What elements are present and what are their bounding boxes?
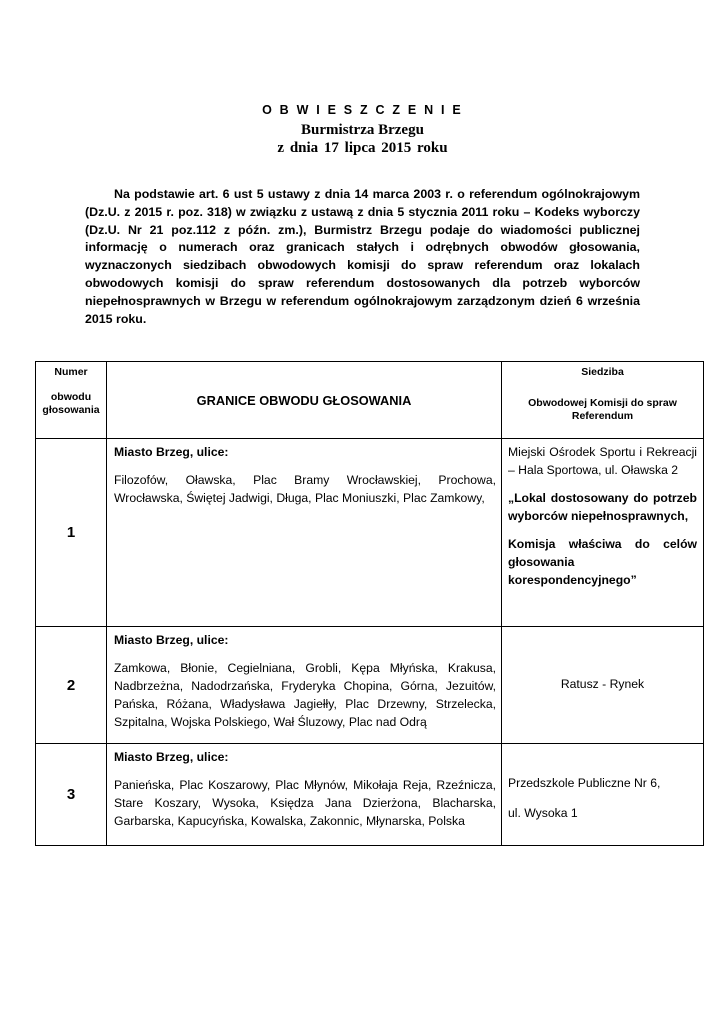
district-label: Miasto Brzeg, ulice: bbox=[114, 445, 229, 459]
seat-name: Ratusz - Rynek bbox=[560, 677, 645, 691]
postal-voting-note: Komisja właściwa do celów głosowania korespondencyjnego” bbox=[508, 537, 697, 587]
table-row bbox=[36, 744, 704, 846]
accessible-note: „Lokal dostosowany do potrzeb wyborców niepełnosprawnych, bbox=[508, 491, 697, 523]
district-boundaries bbox=[107, 439, 502, 627]
district-seat bbox=[502, 744, 704, 846]
seat-name: Przedszkole Publiczne Nr 6, bbox=[508, 776, 661, 790]
notice-date: z dnia 17 lipca 2015 roku bbox=[277, 140, 448, 156]
district-streets: Filozofów, Oławska, Plac Bramy Wrocławskiej, Prochowa, Wrocławska, Świętej Jadwigi, Długa, Plac Moniuszki, Plac Zamkowy, bbox=[114, 473, 496, 505]
table-header-row bbox=[36, 362, 704, 439]
table-row bbox=[36, 627, 704, 744]
district-streets: Zamkowa, Błonie, Cegielniana, Grobli, Kępa Młyńska, Krakusa, Nadbrzeżna, Nadodrzańska, Fryderyka Chopina, Górna, Jezuitów, Pańska, Różana, Władysława Jagiełły, Plac Drzewny, Strzelecka, Szpitalna, Wojska Polskiego, Wał Śluzowy, Plac nad Odrą bbox=[114, 661, 496, 729]
district-seat bbox=[502, 439, 704, 627]
district-number: 3 bbox=[36, 744, 107, 846]
district-seat bbox=[502, 627, 704, 744]
district-boundaries bbox=[107, 744, 502, 846]
header-obwodu: obwodu bbox=[50, 391, 92, 403]
seat-address: ul. Wysoka 1 bbox=[508, 806, 578, 820]
header-glosowania: głosowania bbox=[42, 404, 100, 416]
header-siedziba: Siedziba bbox=[581, 366, 624, 378]
district-streets: Panieńska, Plac Koszarowy, Plac Młynów, Mikołaja Reja, Rzeźnicza, Stare Koszary, Wysoka, Księdza Jana Dzierżona, Blacharska, Garbarska, Kapucyńska, Kowalska, Zakonnic, Młynarska, Polska bbox=[114, 778, 496, 828]
voting-districts-table bbox=[35, 361, 704, 846]
district-boundaries bbox=[107, 627, 502, 744]
district-number: 2 bbox=[36, 627, 107, 744]
seat-name: Miejski Ośrodek Sportu i Rekreacji – Hala Sportowa, ul. Oławska 2 bbox=[508, 445, 697, 477]
header-district-number bbox=[36, 362, 107, 439]
table-row bbox=[36, 439, 704, 627]
header-boundaries: GRANICE OBWODU GŁOSOWANIA bbox=[107, 362, 502, 439]
header-seat bbox=[502, 362, 704, 439]
header-numer: Numer bbox=[54, 366, 88, 378]
district-label: Miasto Brzeg, ulice: bbox=[114, 633, 229, 647]
notice-title: O B W I E S Z C Z E N I E bbox=[262, 103, 463, 117]
district-number: 1 bbox=[36, 439, 107, 627]
header-komisja: Obwodowej Komisji do spraw Referendum bbox=[528, 397, 677, 422]
district-label: Miasto Brzeg, ulice: bbox=[114, 750, 229, 764]
intro-paragraph: Na podstawie art. 6 ust 5 ustawy z dnia 14 marca 2003 r. o referendum ogólnokrajowym (Dz.U. z 2015 r. poz. 318) w związku z ustawą z dnia 5 stycznia 2011 roku – Kodeks wyborczy (Dz.U. Nr 21 poz.112 z późn. zm.), Burmistrz Brzegu podaje do wiadomości publicznej informację o numerach oraz granicach stałych i odrębnych obwodów głosowania, wyznaczonych siedzibach obwodowych komisji do spraw referendum oraz lokalach obwodowych komisji do spraw referendum dostosowanych dla potrzeb wyborców niepełnosprawnych w Brzegu w referendum ogólnokrajowym zarządzonym dzień 6 września 2015 roku. bbox=[85, 187, 640, 326]
notice-issuer: Burmistrza Brzegu bbox=[301, 122, 424, 138]
